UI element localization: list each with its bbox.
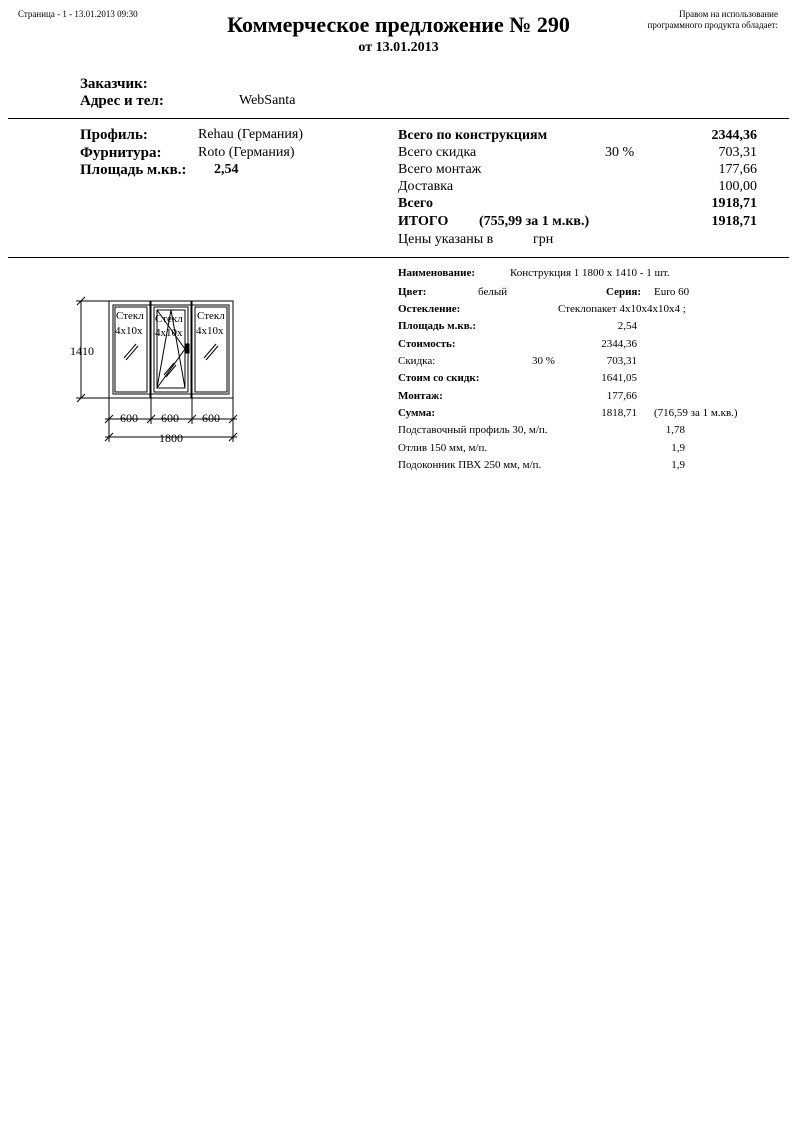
series-label: Серия: (606, 286, 642, 298)
currency-label: Цены указаны в (398, 232, 494, 247)
fittings-label: Фурнитура: (80, 145, 162, 161)
rights-line-2: программного продукта обладает: (647, 20, 778, 30)
divider-top (8, 118, 789, 119)
glass-label: Стекл (155, 313, 183, 325)
cost-with-discount-label: Стоим со скидк: (398, 372, 480, 384)
cost-label: Стоимость: (398, 338, 456, 350)
delivery-label: Доставка (398, 179, 454, 194)
delivery-value: 100,00 (718, 179, 757, 194)
grand-total-value: 1918,71 (711, 214, 757, 229)
construction-mounting-label: Монтаж: (398, 390, 443, 402)
document-date: от 13.01.2013 (358, 40, 439, 55)
total-mounting-value: 177,66 (718, 162, 757, 177)
total-discount-label: Всего скидка (398, 145, 477, 160)
sum-per-m2: (716,59 за 1 м.кв.) (654, 407, 738, 419)
construction-discount-percent: 30 % (532, 355, 555, 367)
construction-mounting-value: 177,66 (606, 390, 637, 402)
cost-value: 2344,36 (601, 338, 637, 350)
section-dimension: 600 (161, 411, 179, 425)
total-label: Всего (398, 196, 433, 211)
extra-value: 1,9 (671, 442, 685, 454)
customer-label: Заказчик: (80, 76, 148, 92)
sum-value: 1818,71 (601, 407, 637, 419)
construction-area-value: 2,54 (617, 320, 637, 332)
section-dimension: 600 (202, 411, 220, 425)
grand-total-label: ИТОГО (398, 214, 449, 229)
total-constructions-label: Всего по конструкциям (398, 128, 548, 143)
extra-label: Отлив 150 мм, м/п. (398, 442, 488, 454)
extra-label: Подоконник ПВХ 250 мм, м/п. (398, 459, 542, 471)
construction-area-label: Площадь м.кв.: (398, 320, 477, 332)
grand-total-per-m2: (755,99 за 1 м.кв.) (479, 214, 590, 229)
total-discount-value: 703,31 (718, 145, 757, 160)
glazing-label: Остекление: (398, 303, 461, 315)
total-mounting-label: Всего монтаж (398, 162, 482, 177)
glass-label: Стекл (116, 310, 144, 322)
color-value: белый (478, 286, 508, 298)
construction-name-value: Конструкция 1 1800 x 1410 - 1 шт. (510, 267, 670, 279)
construction-name-label: Наименование: (398, 267, 475, 279)
cost-with-discount-value: 1641,05 (601, 372, 637, 384)
glass-label: 4x10x (115, 325, 143, 337)
extra-value: 1,78 (665, 424, 685, 436)
divider-middle (8, 257, 789, 258)
total-constructions-value: 2344,36 (711, 128, 757, 143)
extra-label: Подставочный профиль 30, м/п. (398, 424, 548, 436)
profile-label: Профиль: (80, 127, 148, 143)
construction-discount-label: Скидка: (398, 355, 436, 367)
width-dimension: 1800 (159, 431, 183, 445)
glass-label: Стекл (197, 310, 225, 322)
section-dimension: 600 (120, 411, 138, 425)
extra-value: 1,9 (671, 459, 685, 471)
sum-label: Сумма: (398, 407, 436, 419)
fittings-value: Roto (Германия) (198, 145, 295, 160)
window-drawing (60, 290, 250, 450)
document-title: Коммерческое предложение № 290 (227, 12, 570, 37)
area-value: 2,54 (214, 162, 239, 177)
series-value: Euro 60 (654, 286, 690, 298)
currency-value: грн (533, 232, 554, 247)
page-info: Страница - 1 - 13.01.2013 09:30 (18, 9, 138, 19)
glass-label: 4x10x (155, 327, 183, 339)
construction-discount-value: 703,31 (606, 355, 637, 367)
color-label: Цвет: (398, 286, 427, 298)
profile-value: Rehau (Германия) (198, 127, 304, 142)
height-dimension: 1410 (70, 344, 94, 358)
glazing-value: Стеклопакет 4x10x4x10x4 ; (558, 303, 686, 315)
total-discount-percent: 30 % (605, 145, 635, 160)
address-value: WebSanta (239, 93, 296, 108)
total-value: 1918,71 (711, 196, 757, 211)
glass-label: 4x10x (196, 325, 224, 337)
rights-line-1: Правом на использование (679, 9, 778, 19)
address-label: Адрес и тел: (80, 93, 164, 109)
area-label: Площадь м.кв.: (80, 162, 187, 178)
